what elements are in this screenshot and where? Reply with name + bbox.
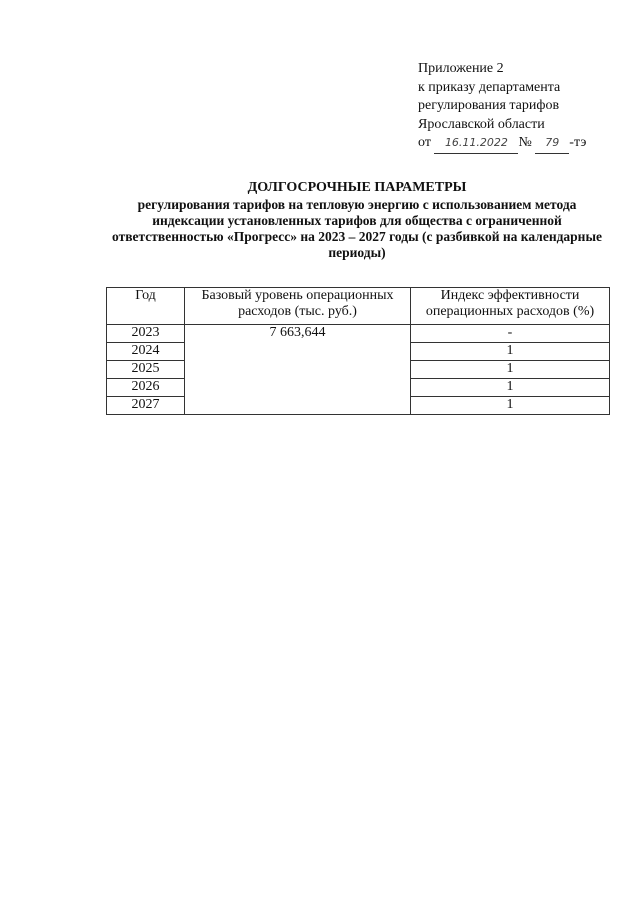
- date-prefix: от: [418, 135, 431, 150]
- index-cell: 1: [411, 397, 610, 415]
- title-main: ДОЛГОСРОЧНЫЕ ПАРАМЕТРЫ: [247, 180, 467, 195]
- header-year: Год: [107, 288, 185, 325]
- index-cell: 1: [411, 343, 610, 361]
- appendix-line: Приложение 2: [418, 61, 504, 76]
- index-cell: 1: [411, 379, 610, 397]
- table-row: [107, 325, 610, 343]
- year-cell: 2027: [107, 397, 185, 415]
- index-cell: -: [411, 325, 610, 343]
- handwritten-date: 16.11.2022: [434, 134, 518, 154]
- appendix-line: Ярославской области: [418, 116, 545, 132]
- table-header-row: [107, 288, 610, 325]
- appendix-line: к приказу департамента: [418, 79, 561, 95]
- handwritten-number: 79: [535, 134, 569, 154]
- index-cell: 1: [411, 361, 610, 379]
- appendix-date-line: [418, 134, 586, 154]
- year-cell: 2023: [107, 325, 185, 343]
- header-efficiency-index: Индекс эффективности операционных расходов (%): [411, 288, 610, 325]
- number-suffix: -тэ: [569, 135, 587, 150]
- header-base-level: Базовый уровень операционных расходов (тыс. руб.): [185, 288, 411, 325]
- appendix-line: регулирования тарифов: [418, 98, 560, 113]
- appendix-header: [418, 60, 586, 154]
- parameters-table: [106, 287, 610, 415]
- document-title: [100, 180, 614, 261]
- year-cell: 2024: [107, 343, 185, 361]
- title-subtitle: регулирования тарифов на тепловую энергию с использованием метода индексации установленных тарифов для общества с ограниченной ответственностью «Прогресс» на 2023 – 2027 годы (с разбивкой на календарные периоды): [112, 197, 602, 260]
- year-cell: 2026: [107, 379, 185, 397]
- number-label: №: [518, 135, 532, 150]
- year-cell: 2025: [107, 361, 185, 379]
- base-level-cell: 7 663,644: [185, 325, 411, 415]
